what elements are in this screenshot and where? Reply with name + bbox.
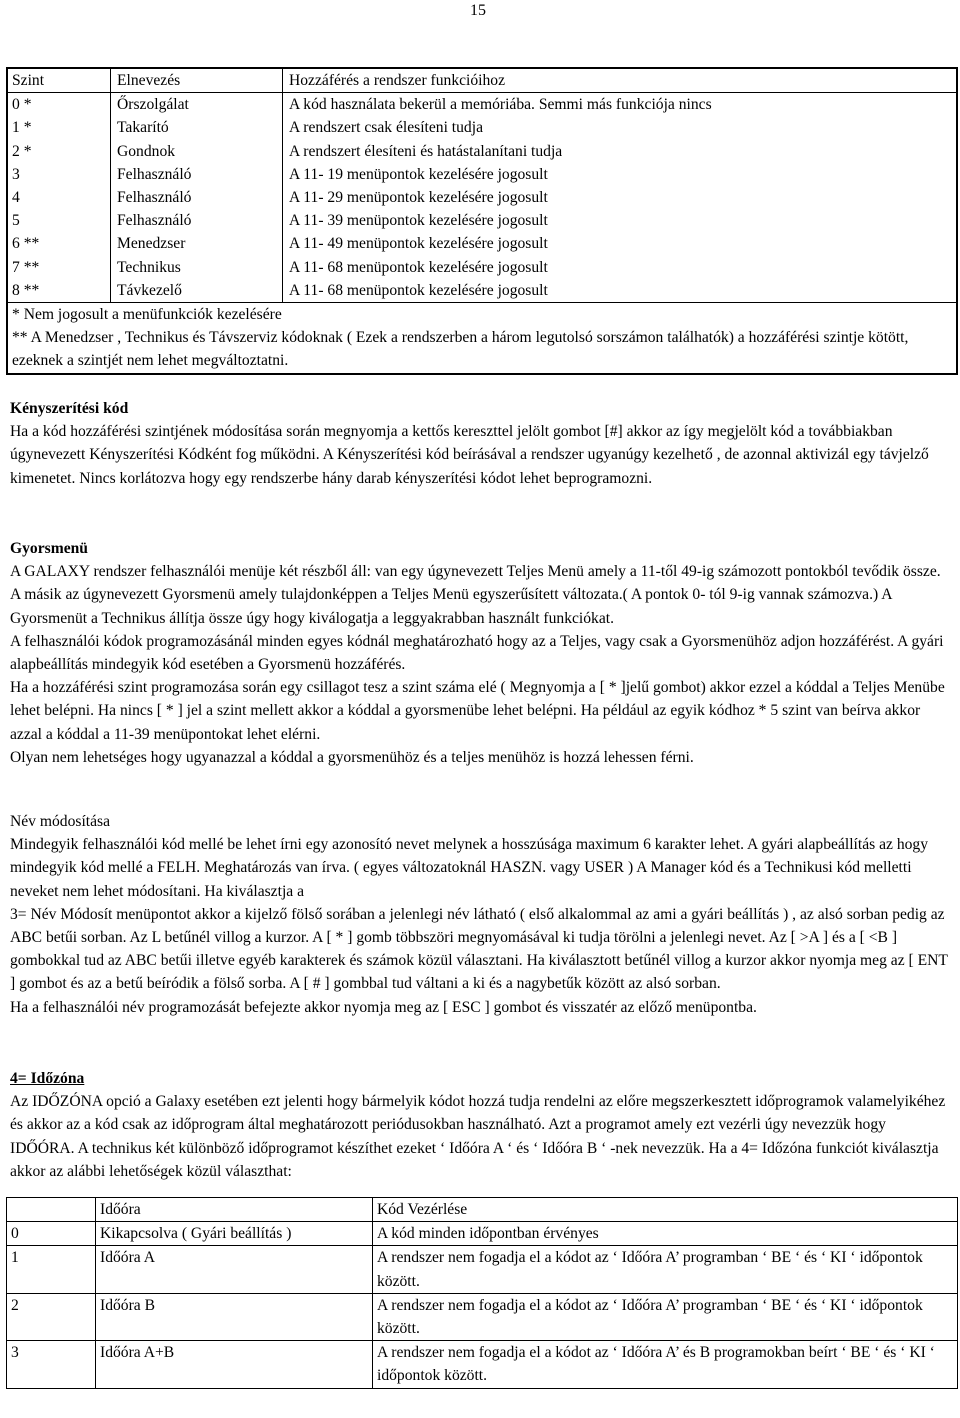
- header-name: Elnevezés: [111, 68, 283, 93]
- name-cell: Gondnok: [111, 140, 283, 163]
- name-cell: Technikus: [111, 256, 283, 279]
- table-row: [7, 163, 957, 186]
- access-cell: A rendszert csak élesíteni tudja: [283, 116, 958, 139]
- table-row: [7, 140, 957, 163]
- access-cell: A 11- 49 menüpontok kezelésére jogosult: [283, 232, 958, 255]
- paragraph: Az IDŐZÓNA opció a Galaxy esetében ezt jelenti hogy bármelyik kódot hozzá tudja rendelni az előre megszerkesztett időprogramok valamelyikéhez és akkor az a kód csak az időprogram által meghatározott periódusokban használható. Azt a programot amely ezt vezérli úgy nevezzük hogy IDŐÓRA. A technikus két különböző időprogramot készíthet ezeket ‘ Időóra A ‘ és ‘ Időóra B ‘ -nek nevezzük. Ha a 4= Időzóna funkciót kiválasztja akkor az alábbi lehetőségek közül választhat:: [10, 1093, 946, 1180]
- level-cell: 2 *: [12, 142, 32, 160]
- level-cell: 7 **: [12, 258, 40, 276]
- footnote-single-star: * Nem jogosult a menüfunkciók kezelésére: [7, 303, 957, 327]
- idozona-table: [6, 1197, 958, 1389]
- section-title: Név módosítása: [10, 813, 111, 830]
- level-cell: 8 **: [12, 281, 40, 299]
- vezerles-cell: A rendszer nem fogadja el a kódot az ‘ Időóra A’ és B programokban beírt ‘ BE ‘ és ‘ KI ‘ időpontok között.: [373, 1341, 958, 1388]
- vezerles-cell: A rendszer nem fogadja el a kódot az ‘ Időóra A’ programban ‘ BE ‘ és ‘ KI ‘ időpontok között.: [373, 1293, 958, 1340]
- page-number: 15: [470, 2, 486, 19]
- number-cell: 1: [7, 1246, 96, 1293]
- level-cell: 6 **: [12, 235, 40, 253]
- section-nevmodositas: [10, 810, 952, 1019]
- number-cell: 3: [7, 1341, 96, 1388]
- name-cell: Felhasználó: [111, 163, 283, 186]
- paragraph: Mindegyik felhasználói kód mellé be lehet írni egy azonosító nevet melynek a hosszúsága maximum 6 karakter lehet. A gyári alapbeállítás az hogy mindegyik kód mellé a FELH. Meghatározás van írva. ( egyes változatoknál HASZN. vagy USER ) A Manager kód és a Technikusi kód melletti neveket nem lehet módosítani. Ha kiválasztja a: [10, 836, 929, 900]
- idoora-cell: Időóra A+B: [96, 1341, 373, 1388]
- access-cell: A 11- 19 menüpontok kezelésére jogosult: [283, 163, 958, 186]
- name-cell: Távkezelő: [111, 279, 283, 303]
- level-cell: 5: [12, 212, 20, 230]
- paragraph: Ha a kód hozzáférési szintjének módosítása során megnyomja a kettős kereszttel jelölt gombot [#] akkor az így megjelölt kód a továbbiakban úgynevezett Kényszerítési Kódként fog működni. A Kényszerítési kód beírásával a rendszer ugyanúgy kezelhető , de azonnal aktivizál egy távjelző kimenetet. Nincs korlátozva hogy egy rendszerbe hány darab kényszerítési kódot lehet beprogramozni.: [10, 423, 929, 487]
- section-title: 4= Időzóna: [10, 1070, 85, 1087]
- name-cell: Őrszolgálat: [111, 93, 283, 117]
- paragraph: A felhasználói kódok programozásánál minden egyes kódnál meghatározható hogy az a Teljes, vagy csak a Gyorsmenühöz adjon hozzáférést. A gyári alapbeállítás mindegyik kód esetében a Gyorsmenü hozzáférés.: [10, 632, 944, 674]
- level-cell: 4: [12, 189, 20, 207]
- table-row: [7, 209, 957, 232]
- level-cell: 1 *: [12, 119, 32, 137]
- section-title: Kényszerítési kód: [10, 400, 129, 417]
- paragraph: Ha a hozzáférési szint programozása során egy csillagot tesz a szint száma elé ( Megnyomja a [ * ]jelű gombot) akkor ezzel a kóddal a Teljes Menübe lehet belépni. Ha nincs [ * ] jel a szint mellett akkor a kóddal a gyorsmenübe lehet belépni. Ha például az egyik kódhoz * 5 szint van beírva akkor azzal a kóddal a 11-39 menüpontokat lehet elérni.: [10, 679, 945, 743]
- header-kod-vezerlese: Kód Vezérlése: [373, 1198, 958, 1222]
- name-cell: Felhasználó: [111, 209, 283, 232]
- access-cell: A 11- 29 menüpontok kezelésére jogosult: [283, 186, 958, 209]
- table-row: [7, 1341, 958, 1388]
- level-cell: 3: [12, 165, 20, 183]
- paragraph: A GALAXY rendszer felhasználói menüje két részből áll: van egy úgynevezett Teljes Menü amely a 11-től 49-ig számozott pontokból tevődik össze. A másik az úgynevezett Gyorsmenü amely tulajdonképpen a Teljes Menü egyszerűsített változata.( A pontok 0- tól 9-ig vannak számozva.) A Gyorsmenüt a Technikus állítja össze úgy hogy kiválogatja a leggyakrabban használt funkciókat.: [10, 563, 941, 627]
- table-row: [7, 232, 957, 255]
- level-cell: 0 *: [12, 96, 32, 114]
- vezerles-cell: A kód minden időpontban érvényes: [373, 1222, 958, 1246]
- section-title: Gyorsmenü: [10, 540, 88, 557]
- table-row: [7, 1246, 958, 1293]
- header-level: Szint: [7, 68, 111, 93]
- idoora-cell: Időóra B: [96, 1293, 373, 1340]
- vezerles-cell: A rendszer nem fogadja el a kódot az ‘ Időóra A’ programban ‘ BE ‘ és ‘ KI ‘ időpontok között.: [373, 1246, 958, 1293]
- access-level-table: [6, 67, 958, 375]
- access-cell: A rendszert élesíteni és hatástalanítani tudja: [283, 140, 958, 163]
- access-cell: A kód használata bekerül a memóriába. Semmi más funkciója nincs: [283, 93, 958, 117]
- name-cell: Felhasználó: [111, 186, 283, 209]
- header-access: Hozzáférés a rendszer funkcióihoz: [283, 68, 958, 93]
- header-idoora: Időóra: [96, 1198, 373, 1222]
- idoora-cell: Időóra A: [96, 1246, 373, 1293]
- footnote-row: [7, 326, 957, 373]
- table-row: [7, 93, 957, 117]
- name-cell: Takarító: [111, 116, 283, 139]
- number-cell: 0: [7, 1222, 96, 1246]
- table-row: [7, 279, 957, 303]
- number-cell: 2: [7, 1293, 96, 1340]
- table-header-row: [7, 68, 957, 93]
- paragraph: Ha a felhasználói név programozását befejezte akkor nyomja meg az [ ESC ] gombot és visszatér az előző menüpontba.: [10, 998, 757, 1016]
- table-row: [7, 256, 957, 279]
- table-row: [7, 1222, 958, 1246]
- name-cell: Menedzser: [111, 232, 283, 255]
- paragraph: Olyan nem lehetséges hogy ugyanazzal a kóddal a gyorsmenühöz és a teljes menühöz is hozzá lehessen férni.: [10, 748, 694, 766]
- footnote-double-star: ** A Menedzser , Technikus és Távszerviz kódoknak ( Ezek a rendszerben a három legutolsó sorszámon találhatók) a hozzáférési szintje kötött, ezeknek a szintjét nem lehet megváltoztatni.: [12, 329, 909, 370]
- table-row: [7, 186, 957, 209]
- paragraph: 3= Név Módosít menüpontot akkor a kijelző fölső sorában a jelenlegi név látható ( első alkalommal az ami a gyári beállítás ) , az alsó sorban pedig az ABC betűi sorban. Az L betűnél villog a kurzor. A [ * ] gomb többszöri megnyomásával ki tudja törölni a jelenlegi nevet. Az [ >A ] és a [ <B ] gombokkal tud az ABC betűi illetve egyéb karakterek és számok közül választani. Ha kiválasztott betűnél villog a kurzor akkor nyomja meg az [ ENT ] gombot és az a betű beíródik a fölső sorba. A [ # ] gombbal tud váltani a ki és a nagybetűk között az alsó sorban.: [10, 905, 948, 993]
- access-cell: A 11- 68 menüpontok kezelésére jogosult: [283, 279, 958, 303]
- access-cell: A 11- 68 menüpontok kezelésére jogosult: [283, 256, 958, 279]
- section-idozona: [10, 1067, 952, 1183]
- section-kenyszeritesi: [10, 397, 952, 490]
- table-row: [7, 116, 957, 139]
- access-cell: A 11- 39 menüpontok kezelésére jogosult: [283, 209, 958, 232]
- header-number: [7, 1198, 96, 1222]
- idoora-cell: Kikapcsolva ( Gyári beállítás ): [96, 1222, 373, 1246]
- footnote-row: [7, 303, 957, 327]
- table-row: [7, 1293, 958, 1340]
- section-gyorsmenu: [10, 537, 952, 769]
- table-header-row: [7, 1198, 958, 1222]
